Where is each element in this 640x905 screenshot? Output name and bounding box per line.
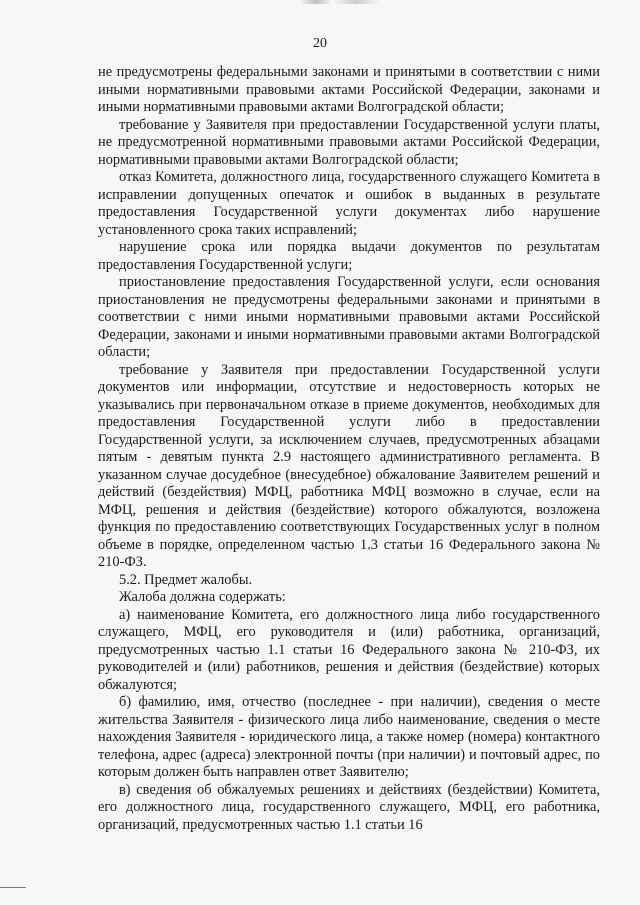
paragraph: приостановление предоставления Государственной услуги, если основания приостановления не предусмотрены федеральными законами и принятыми в соответствии с ними иными нормативными правовыми актами Российской Федерации, законами и иными нормативными правовыми актами Волгоградской области; xyxy=(98,274,600,360)
margin-mark xyxy=(0,887,26,888)
list-item: в) сведения об обжалуемых решениях и действиях (бездействии) Комитета, его должностного лица, государственного служащего, МФЦ, его работника, организаций, предусмотренных частью 1.1 статьи 16 xyxy=(98,781,600,833)
paragraph: отказ Комитета, должностного лица, государственного служащего Комитета в исправлении допущенных опечаток и ошибок в выданных в результате предоставления Государственной услуги документах либо нарушение установленного срока таких исправлений; xyxy=(98,169,600,238)
list-item: а) наименование Комитета, его должностного лица либо государственного служащего, МФЦ, его руководителя и (или) работника, организаций, предусмотренных частью 1.1 статьи 16 Федерального закона № 210-ФЗ, их руководителей и (или) работников, решения и действия (бездействие) которых обжалуются; xyxy=(98,606,600,693)
paragraph: Жалоба должна содержать: xyxy=(119,589,286,605)
paragraph: не предусмотрены федеральными законами и принятыми в соответствии с ними иными нормативными правовыми актами Российской Федерации, законами и иными нормативными правовыми актами Волгоградской области; xyxy=(98,64,600,115)
section-heading: 5.2. Предмет жалобы. xyxy=(119,571,253,588)
paragraph: требование у Заявителя при предоставлении Государственной услуги документов или информации, отсутствие и недостоверность которых не указывались при первоначальном отказе в приеме документов, необходимых для предоставления Государственной услуги либо в предоставлении Государственной услуги, за исключением случаев, предусмотренных абзацами пятым - девятым пункта 2.9 настоящего административного регламента. В указанном случае досудебное (внесудебное) обжалование Заявителем решений и действий (бездействия) МФЦ, работника МФЦ возможно в случае, если на МФЦ, решения и действия (бездействие) которого обжалуются, возложена функция по предоставлению соответствующих Государственных услуг в полном объеме в порядке, определенном частью 1.3 статьи 16 Федерального закона № 210-ФЗ. xyxy=(98,361,600,570)
scan-artifact xyxy=(300,0,380,4)
page-number: 20 xyxy=(313,36,327,51)
list-item: б) фамилию, имя, отчество (последнее - при наличии), сведения о месте жительства Заявителя - физического лица либо наименование, сведения о месте нахождения Заявителя - юридического лица, а также номер (номера) контактного телефона, адрес (адреса) электронной почты (при наличии) и почтовый адрес, по которым должен быть направлен ответ Заявителю; xyxy=(98,694,600,780)
paragraph: требование у Заявителя при предоставлении Государственной услуги платы, не предусмотренной нормативными правовыми актами Российской Федерации, нормативными правовыми актами Волгоградской области; xyxy=(98,116,600,168)
paragraph: нарушение срока или порядка выдачи документов по результатам предоставления Государственной услуги; xyxy=(98,239,600,273)
document-body xyxy=(98,64,600,834)
